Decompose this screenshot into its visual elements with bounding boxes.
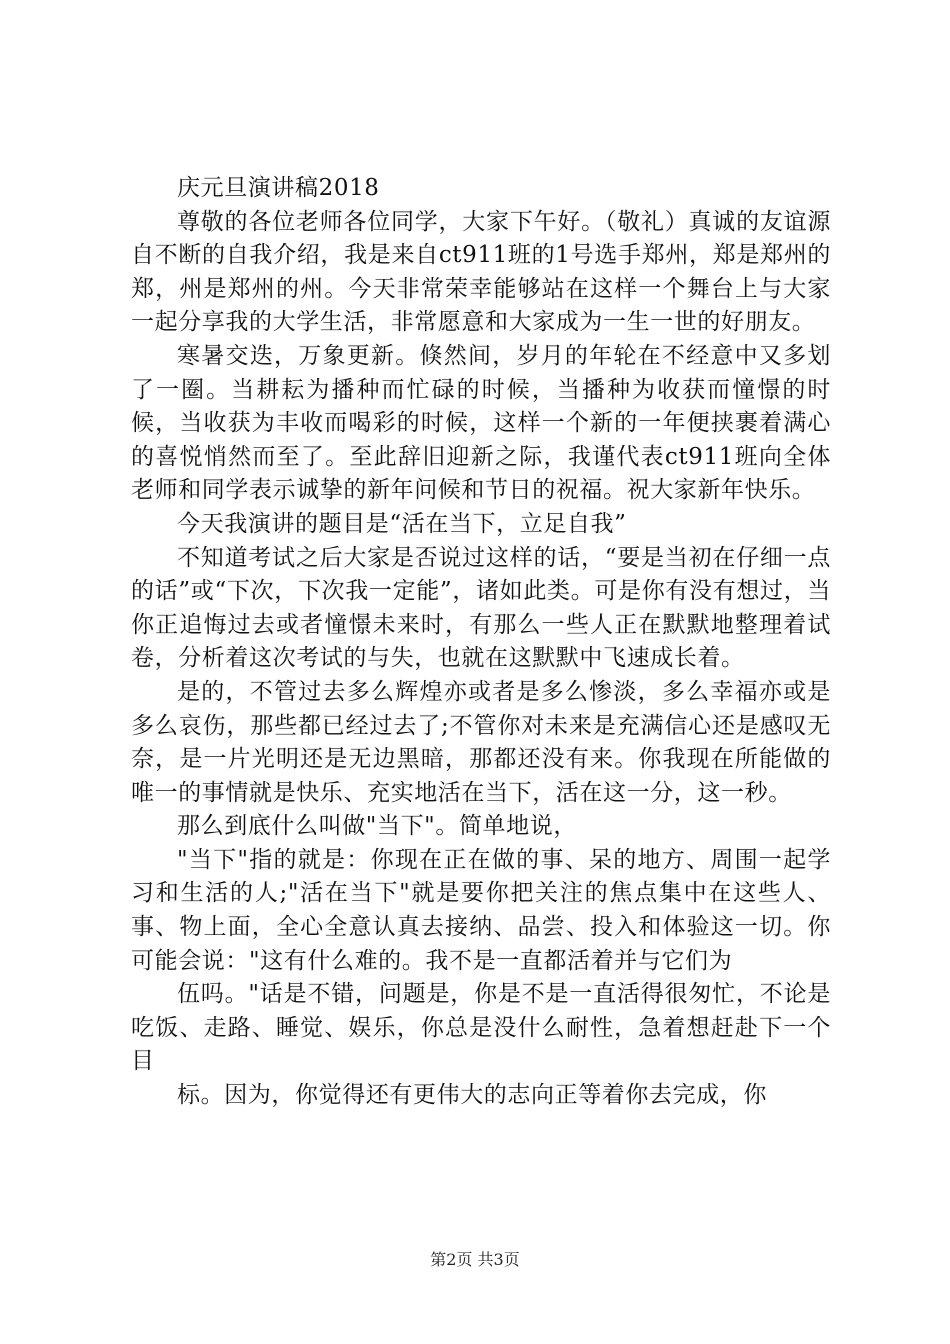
paragraph: 尊敬的各位老师各位同学，大家下午好。（敬礼）真诚的友谊源自不断的自我介绍，我是来自ct911班的1号选手郑州，郑是郑州的郑，州是郑州的州。今天非常荣幸能够站在这样一个舞台上与大家一起分享我的大学生活，非常愿意和大家成为一生一世的好朋友。 bbox=[131, 208, 831, 336]
page-number-footer: 第2页 共3页 bbox=[430, 1250, 520, 1269]
paragraph: 伍吗。"话是不错，问题是，你是不是一直活得很匆忙，不论是吃饭、走路、睡觉、娱乐，你总是没什么耐性，急着想赶赴下一个目 bbox=[131, 981, 831, 1075]
paragraph: 寒暑交迭，万象更新。倏然间，岁月的年轮在不经意中又多划了一圈。当耕耘为播种而忙碌的时候，当播种为收获而憧憬的时候，当收获为丰收而喝彩的时候，这样一个新的一年便挟裹着满心的喜悦悄然而至了。至此辞旧迎新之际，我谨代表ct911班向全体老师和同学表示诚挚的新年问候和节日的祝福。祝大家新年快乐。 bbox=[131, 342, 831, 504]
document-title: 庆元旦演讲稿2018 bbox=[177, 175, 380, 201]
paragraph: 那么到底什么叫做"当下"。简单地说， bbox=[177, 813, 577, 840]
paragraph: 标。因为，你觉得还有更伟大的志向正等着你去完成，你 bbox=[177, 1082, 767, 1109]
paragraph: 不知道考试之后大家是否说过这样的话，“要是当初在仔细一点的话”或“下次，下次我一定能”，诸如此类。可是你有没有想过，当你正追悔过去或者憧憬未来时，有那么一些人正在默默地整理着试卷，分析着这次考试的与失，也就在这默默中飞速成长着。 bbox=[131, 544, 831, 672]
paragraph: "当下"指的就是：你现在正在做的事、呆的地方、周围一起学习和生活的人;"活在当下"就是要你把关注的焦点集中在这些人、事、物上面，全心全意认真去接纳、品尝、投入和体验这一切。你可能会说："这有什么难的。我不是一直都活着并与它们为 bbox=[131, 846, 831, 974]
document-body bbox=[131, 172, 831, 1113]
paragraph: 是的，不管过去多么辉煌亦或者是多么惨淡，多么幸福亦或是多么哀伤，那些都已经过去了;不管你对未来是充满信心还是感叹无奈，是一片光明还是无边黑暗，那都还没有来。你我现在所能做的唯一的事情就是快乐、充实地活在当下，活在这一分，这一秒。 bbox=[131, 678, 831, 806]
paragraph: 今天我演讲的题目是“活在当下，立足自我” bbox=[177, 510, 627, 537]
